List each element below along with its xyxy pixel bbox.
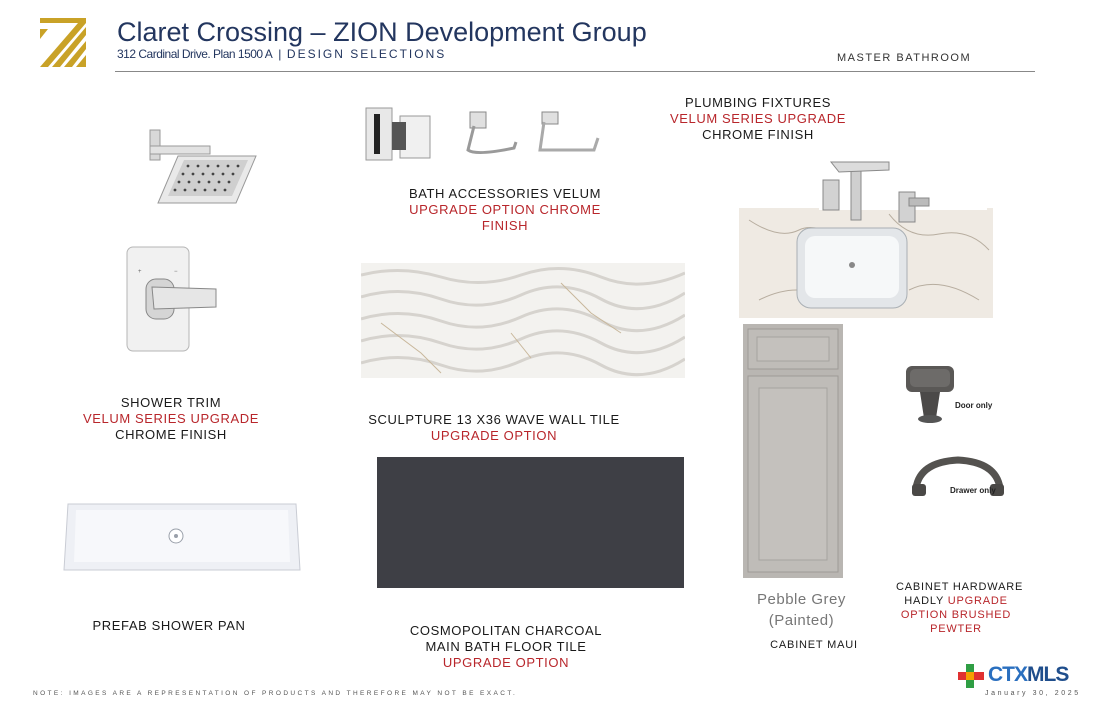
subtitle-separator: |: [278, 47, 281, 61]
hardware-line2-b: UPGRADE: [947, 595, 1008, 607]
floor-tile-caption: [396, 623, 616, 671]
page-subtitle: [117, 47, 446, 61]
wall-tile-line1: SCULPTURE 13 X36 WAVE WALL TILE: [368, 412, 620, 427]
floor-tile-line1: COSMOPOLITAN CHARCOAL: [409, 623, 603, 638]
hardware-caption: [896, 580, 1024, 636]
floor-tile-line2: MAIN BATH FLOOR TILE: [425, 639, 587, 654]
accessories-line1: BATH ACCESSORIES VELUM: [408, 186, 602, 201]
plumbing-caption: [658, 95, 858, 143]
texas-icon: [957, 663, 987, 689]
shower-trim-line1: SHOWER TRIM: [120, 395, 222, 410]
wave-wall-tile-image: [361, 263, 685, 378]
cabinet-color-line2: (Painted): [768, 612, 835, 629]
svg-text:+: +: [138, 269, 142, 275]
brand-ctx: CTX: [988, 663, 1027, 686]
shower-trim-caption: [71, 395, 271, 443]
hardware-line2: [896, 594, 1016, 608]
floor-tile-line3: UPGRADE OPTION: [442, 655, 570, 670]
room-label: MASTER BATHROOM: [837, 52, 972, 64]
shower-trim-line3: CHROME FINISH: [115, 427, 227, 442]
knob-label: Door only: [955, 401, 993, 410]
section-text: DESIGN SELECTIONS: [286, 47, 447, 61]
cabinet-color-label: [757, 589, 846, 631]
shower-valve-image: [124, 245, 219, 355]
page-title: Claret Crossing – ZION Development Group: [117, 17, 647, 47]
cabinet-color-line1: Pebble Grey: [757, 591, 846, 608]
document-date: January 30, 2025: [985, 690, 1081, 697]
shower-trim-line2: VELUM SERIES UPGRADE: [83, 411, 259, 426]
sink-faucet-image: [739, 150, 993, 318]
disclaimer-note: NOTE: IMAGES ARE A REPRESENTATION OF PRODUCTS AND THEREFORE MAY NOT BE EXACT.: [33, 690, 518, 697]
hardware-line3: OPTION BRUSHED: [900, 609, 1012, 621]
brand-mls: MLS: [1027, 663, 1069, 686]
pull-label: Drawer only: [950, 486, 996, 495]
ctxmls-logo: [988, 663, 1068, 687]
hardware-line2-a: HADLY: [904, 595, 948, 607]
shower-head-image: [148, 128, 258, 208]
cabinet-name: CABINET MAUI: [770, 639, 858, 651]
header-divider: [115, 71, 1035, 72]
cabinet-door-image: [743, 324, 843, 578]
plumbing-line1: PLUMBING FIXTURES: [685, 95, 831, 110]
cabinet-knob-image: [902, 360, 960, 426]
wall-tile-caption: [354, 412, 634, 444]
charcoal-floor-tile-image: [377, 457, 684, 588]
plumbing-line3: CHROME FINISH: [702, 127, 814, 142]
zion-logo: [38, 15, 88, 71]
shower-pan-caption: [69, 618, 269, 634]
accessories-line2: UPGRADE OPTION CHROME: [409, 202, 601, 217]
accessories-caption: [405, 186, 605, 234]
address-text: 312 Cardinal Drive. Plan 1500 A: [117, 47, 273, 61]
hardware-line1: CABINET HARDWARE: [896, 581, 1024, 593]
svg-text:−: −: [174, 269, 178, 275]
shower-pan-image: [62, 502, 302, 578]
plumbing-line2: VELUM SERIES UPGRADE: [670, 111, 846, 126]
hardware-line4: PEWTER: [930, 623, 982, 635]
shower-pan-line1: PREFAB SHOWER PAN: [92, 618, 246, 633]
wall-tile-line2: UPGRADE OPTION: [430, 428, 558, 443]
bath-accessories-image: [364, 106, 604, 164]
accessories-line3: FINISH: [481, 218, 529, 233]
